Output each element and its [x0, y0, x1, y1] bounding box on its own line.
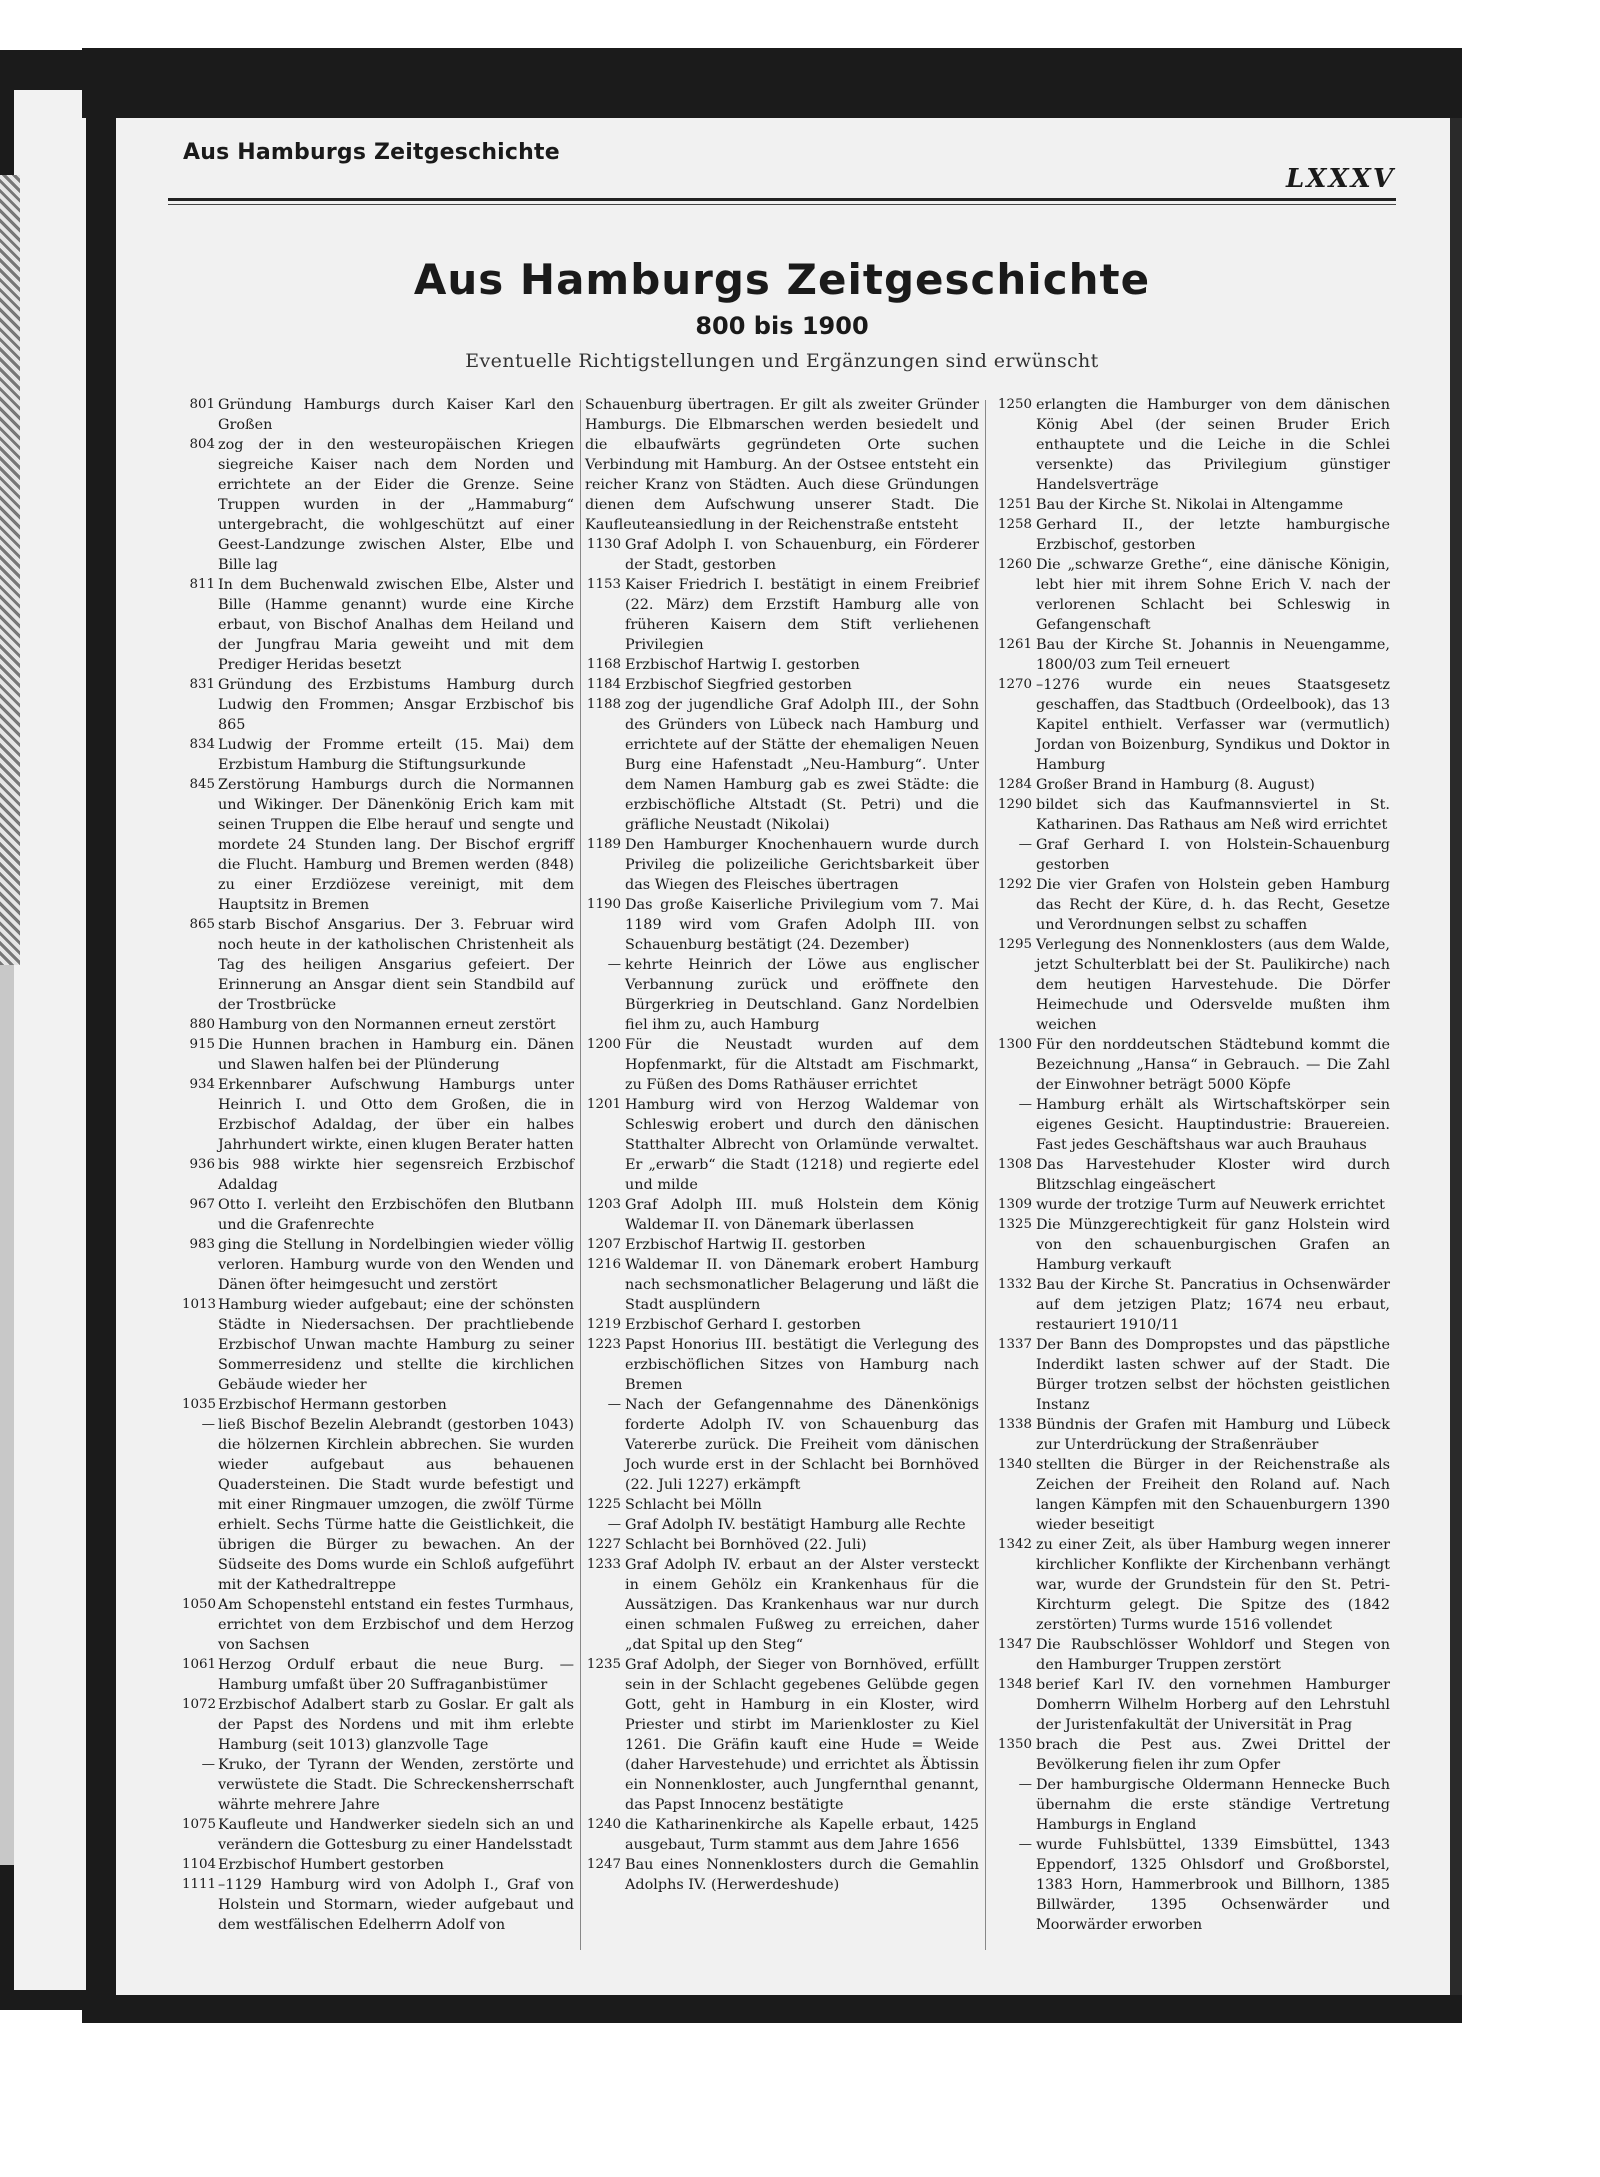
entry-text: Bau eines Nonnenklosters durch die Gemahlin Adolphs IV. (Herwerdeshude) [625, 1857, 979, 1893]
entry-year: 1260 [997, 557, 1032, 572]
entry-text: Hamburg wird von Herzog Waldemar von Schleswig erobert und durch den dänischen Statthalter Albrecht von Orlamünde verwaltet. Er „erwarb“ die Stadt (1218) und regierte edel und milde [625, 1097, 979, 1193]
entry-year: 1201 [586, 1097, 621, 1112]
entry-text: Verlegung des Nonnenklosters (aus dem Walde, jetzt Schulterblatt bei der St. Paulikirche) nach dem heutigen Harvestehude. Die Dörfer Heimechude und Odersvelde mußten ihm weichen [1036, 937, 1390, 1033]
chronology-entry [585, 1555, 979, 1655]
entry-year: 1292 [997, 877, 1032, 892]
entry-text: starb Bischof Ansgarius. Der 3. Februar wird noch heute in der katholischen Christenheit als Tag des heiligen Ansgarius gefeiert. Der Erinnerung an Ansgar dient sein Standbild auf der Trostbrücke [218, 917, 574, 1013]
chronology-entry [585, 1815, 979, 1855]
entry-year: — [607, 957, 621, 972]
entry-year: 1308 [997, 1157, 1032, 1172]
entry-year: 1223 [586, 1337, 621, 1352]
entry-year: 1216 [586, 1257, 621, 1272]
scan-border-right [1450, 118, 1462, 1998]
entry-text: kehrte Heinrich der Löwe aus englischer Verbannung zurück und eröffnete den Bürgerkrieg in Deutschland. Ganz Nordelbien fiel ihm zu, auch Hamburg [625, 957, 979, 1033]
scan-border-top [82, 48, 1462, 118]
entry-year: 1240 [586, 1817, 621, 1832]
chronology-entry [182, 775, 574, 915]
entry-text: Gründung des Erzbistums Hamburg durch Ludwig den Frommen; Ansgar Erzbischof bis 865 [218, 677, 574, 733]
chronology-entry [182, 1395, 574, 1415]
year-range: 800 bis 1900 [695, 312, 869, 340]
chronology-entry [182, 1855, 574, 1875]
chronology-entry [992, 795, 1390, 835]
entry-year: 1061 [182, 1657, 217, 1672]
chronology-entry [182, 395, 574, 435]
chronology-entry [182, 1295, 574, 1395]
chronology-entry [992, 1835, 1390, 1935]
chronology-entry [992, 1095, 1390, 1155]
entry-text: Gerhard II., der letzte hamburgische Erzbischof, gestorben [1036, 517, 1390, 553]
entry-year: 811 [189, 577, 215, 592]
entry-year: 1290 [997, 797, 1032, 812]
entry-year: 1325 [997, 1217, 1032, 1232]
entry-text: Bau der Kirche St. Pancratius in Ochsenwärder auf dem jetzigen Platz; 1674 neu erbaut, restauriert 1910/11 [1036, 1277, 1390, 1333]
entry-year: 1075 [182, 1817, 217, 1832]
entry-text: Graf Adolph IV. erbaut an der Alster versteckt in einem Gehölz ein Krankenhaus für die Aussätzigen. Das Krankenhaus war nur durch einen schmalen Fußweg zu erreichen, daher „dat Spital up den Steg“ [625, 1557, 979, 1653]
entry-year: 1300 [997, 1037, 1032, 1052]
chronology-entry [182, 1075, 574, 1155]
entry-text: Bündnis der Grafen mit Hamburg und Lübeck zur Unterdrückung der Straßenräuber [1036, 1417, 1390, 1453]
entry-year: 1153 [586, 577, 621, 592]
chronology-entry [182, 735, 574, 775]
chronology-entry [585, 1495, 979, 1515]
entry-year: 1347 [997, 1637, 1032, 1652]
entry-year: 1261 [997, 637, 1032, 652]
chronology-entry [182, 1595, 574, 1655]
chronology-entry [182, 1155, 574, 1195]
column-separator [985, 400, 986, 1950]
chronology-entry [182, 1815, 574, 1855]
entry-text: wurde der trotzige Turm auf Neuwerk errichtet [1036, 1197, 1385, 1213]
chronology-entry [182, 575, 574, 675]
chronology-entry [585, 1655, 979, 1815]
chronology-entry [182, 915, 574, 1015]
scan-border-bottom [82, 1995, 1462, 2023]
chronology-entry [585, 1315, 979, 1335]
entry-text: Graf Adolph I. von Schauenburg, ein Förderer der Stadt, gestorben [625, 537, 979, 573]
subtitle: Eventuelle Richtigstellungen und Ergänzungen sind erwünscht [465, 350, 1099, 372]
chronology-entry [182, 1695, 574, 1755]
chronology-entry [585, 1235, 979, 1255]
entry-text: Graf Adolph, der Sieger von Bornhöved, erfüllt sein in der Schlacht gegebenes Gelübde gegen Gott, geht in Hamburg in ein Kloster, wird Priester und stirbt im Marienkloster zu Kiel 1261. Die Gräfin kauft eine Hude = Weide (daher Harvestehude) und errichtet als Äbtissin ein Nonnenkloster, auch Jungfernthal genannt, das Papst Innocenz bestätigte [625, 1657, 979, 1813]
entry-year: 1207 [586, 1237, 621, 1252]
continued-entry-text: Schauenburg übertragen. Er gilt als zweiter Gründer Hamburgs. Die Elbmarschen werden besiedelt und die elbaufwärts gegründeten Orte suchen Verbindung mit Hamburg. An der Ostsee entsteht ein reicher Kranz von Städten. Auch diese Gründungen dienen dem Aufschwung unserer Stadt. Die Kaufleuteansiedlung in der Reichenstraße entsteht [585, 397, 979, 533]
entry-text: Erkennbarer Aufschwung Hamburgs unter Heinrich I. und Otto dem Großen, die in Erzbischof Adaldag, der über ein halbes Jahrhundert wirkte, einen klugen Berater hatten [218, 1077, 574, 1153]
entry-year: — [607, 1517, 621, 1532]
entry-year: 880 [189, 1017, 215, 1032]
entry-text: Schlacht bei Mölln [625, 1497, 762, 1513]
entry-text: Großer Brand in Hamburg (8. August) [1036, 777, 1315, 793]
entry-year: 1189 [586, 837, 621, 852]
entry-year: 1342 [997, 1537, 1032, 1552]
entry-year: 1350 [997, 1737, 1032, 1752]
entry-year: 915 [189, 1037, 215, 1052]
chronology-entry [182, 1195, 574, 1235]
chronology-entry [992, 1155, 1390, 1195]
entry-year: 1250 [997, 397, 1032, 412]
header-rule [168, 198, 1396, 201]
chronology-entry [585, 1255, 979, 1315]
entry-text: Die Hunnen brachen in Hamburg ein. Dänen und Slawen halfen bei der Plünderung [218, 1037, 574, 1073]
entry-text: Die „schwarze Grethe“, eine dänische Königin, lebt hier mit ihrem Sohne Erich V. nach der verlorenen Schlacht bei Schleswig in Gefangenschaft [1036, 557, 1390, 633]
entry-year: 801 [189, 397, 215, 412]
entry-text: Erzbischof Gerhard I. gestorben [625, 1317, 861, 1333]
entry-text: die Katharinenkirche als Kapelle erbaut, 1425 ausgebaut, Turm stammt aus dem Jahre 1656 [625, 1817, 979, 1853]
entry-text: Hamburg wieder aufgebaut; eine der schönsten Städte in Niedersachsen. Der prachtliebende Erzbischof Unwan machte Hamburg zu seiner Sommerresidenz und stellte die kirchlichen Gebäude wieder her [218, 1297, 574, 1393]
entry-year: 1235 [586, 1657, 621, 1672]
entry-text: Die vier Grafen von Holstein geben Hamburg das Recht der Küre, d. h. das Recht, Gesetze und Verordnungen selbst zu schaffen [1036, 877, 1390, 933]
entry-year: 845 [189, 777, 215, 792]
entry-year: 865 [189, 917, 215, 932]
entry-year: 1050 [182, 1597, 217, 1612]
entry-year: 1072 [182, 1697, 217, 1712]
entry-text: Graf Gerhard I. von Holstein-Schauenburg gestorben [1036, 837, 1390, 873]
entry-year: 1247 [586, 1857, 621, 1872]
chronology-entry [585, 895, 979, 955]
chronology-entry [182, 1035, 574, 1075]
column-3 [992, 395, 1390, 1935]
entry-year: 804 [189, 437, 215, 452]
entry-text: Otto I. verleiht den Erzbischöfen den Blutbann und die Grafenrechte [218, 1197, 574, 1233]
entry-text: Zerstörung Hamburgs durch die Normannen und Wikinger. Der Dänenkönig Erich kam mit seinen Truppen die Elbe herauf und sengte und mordete 24 Stunden lang. Der Bischof ergriff die Flucht. Hamburg und Bremen werden (848) zu einer Erzdiözese vereinigt, mit dem Hauptsitz in Bremen [218, 777, 574, 913]
entry-year: 1227 [586, 1537, 621, 1552]
entry-text: Das Harvestehuder Kloster wird durch Blitzschlag eingeäschert [1036, 1157, 1390, 1193]
entry-text: Hamburg erhält als Wirtschaftskörper sein eigenes Gesicht. Hauptindustrie: Brauereien. Fast jedes Geschäftshaus war auch Brauhaus [1036, 1097, 1390, 1153]
entry-text: Erzbischof Hermann gestorben [218, 1397, 447, 1413]
entry-year: 1219 [586, 1317, 621, 1332]
chronology-entry [182, 1875, 574, 1935]
entry-year: 1284 [997, 777, 1032, 792]
entry-year: 1013 [182, 1297, 217, 1312]
entry-text: Den Hamburger Knochenhauern wurde durch Privileg die polizeiliche Gerichtsbarkeit über das Wiegen des Fleisches übertragen [625, 837, 979, 893]
entry-year: 1130 [586, 537, 621, 552]
column-separator [580, 400, 581, 1950]
chronology-entry [585, 1515, 979, 1535]
entry-text: Papst Honorius III. bestätigt die Verlegung des erzbischöflichen Sitzes von Hamburg nach Bremen [625, 1337, 979, 1393]
chronology-entry [992, 875, 1390, 935]
page-title: Aus Hamburgs Zeitgeschichte [413, 255, 1151, 304]
entry-year: — [1018, 1097, 1032, 1112]
entry-text: Für die Neustadt wurden auf dem Hopfenmarkt, für die Altstadt am Fischmarkt, zu Füßen des Doms Rathäuser errichtet [625, 1037, 979, 1093]
entry-year: — [1018, 837, 1032, 852]
entry-year: 1111 [182, 1877, 217, 1892]
entry-year: — [1018, 1837, 1032, 1852]
adjacent-page-edge [14, 90, 86, 1990]
chronology-entry [992, 775, 1390, 795]
chronology-entry [992, 1675, 1390, 1735]
entry-text: zu einer Zeit, als über Hamburg wegen innerer kirchlicher Konflikte der Kirchenbann verhängt war, wurde der Grundstein für den St. Petri-Kirchturm gelegt. Die Spitze des (1842 zerstörten) Turms wurde 1516 vollendet [1036, 1537, 1390, 1633]
entry-year: 983 [189, 1237, 215, 1252]
entry-text: Herzog Ordulf erbaut die neue Burg. — Hamburg umfaßt über 20 Suffraganbistümer [218, 1657, 574, 1693]
chronology-entry [992, 1455, 1390, 1535]
chronology-entry [992, 555, 1390, 635]
running-title: Aus Hamburgs Zeitgeschichte [183, 140, 560, 165]
entry-text: ging die Stellung in Nordelbingien wieder völlig verloren. Hamburg wurde von den Wenden und Dänen öfter heimgesucht und zerstört [218, 1237, 574, 1293]
entry-text: Bau der Kirche St. Johannis in Neuengamme, 1800/03 zum Teil erneuert [1036, 637, 1390, 673]
entry-text: Die Münzgerechtigkeit für ganz Holstein wird von den schauenburgischen Grafen an Hamburg verkauft [1036, 1217, 1390, 1273]
entry-text: zog der in den westeuropäischen Kriegen siegreiche Kaiser nach dem Norden und errichtete an der Eider die Grenze. Seine Truppen wurden in der „Hammaburg“ untergebracht, die wohlgeschützt auf einer Geest-Landzunge zwischen Alster, Elbe und Bille lag [218, 437, 574, 573]
chronology-entry [992, 395, 1390, 495]
entry-text: Für den norddeutschen Städtebund kommt die Bezeichnung „Hansa“ in Gebrauch. — Die Zahl der Einwohner beträgt 5000 Köpfe [1036, 1037, 1390, 1093]
entry-year: 1104 [182, 1857, 217, 1872]
entry-text: zog der jugendliche Graf Adolph III., der Sohn des Gründers von Lübeck nach Hamburg und errichtete auf der Stätte der ehemaligen Neuen Burg eine Hafenstadt „Neu-Hamburg“. Unter dem Namen Hamburg gab es zwei Städte: die erzbischöfliche Altstadt (St. Petri) und die gräfliche Neustadt (Nikolai) [625, 697, 979, 833]
chronology-entry [585, 675, 979, 695]
chronology-entry [585, 575, 979, 655]
chronology-entry [992, 1535, 1390, 1635]
entry-text: Graf Adolph III. muß Holstein dem König Waldemar II. von Dänemark überlassen [625, 1197, 979, 1233]
chronology-entry [992, 515, 1390, 555]
entry-year: 1270 [997, 677, 1032, 692]
chronology-entry [182, 1015, 574, 1035]
chronology-entry [585, 955, 979, 1035]
chronology-entry [992, 495, 1390, 515]
entry-text: Erzbischof Adalbert starb zu Goslar. Er galt als der Papst des Nordens und mit ihm erlebte Hamburg (seit 1013) glanzvolle Tage [218, 1697, 574, 1753]
entry-year: 1035 [182, 1397, 217, 1412]
entry-text: Der Bann des Dompropstes und das päpstliche Inderdikt lasten schwer auf der Stadt. Die Bürger trotzen selbst der höchsten geistlichen Instanz [1036, 1337, 1390, 1413]
entry-text: Am Schopenstehl entstand ein festes Turmhaus, errichtet von dem Erzbischof und dem Herzog von Sachsen [218, 1597, 574, 1653]
entry-text: Schlacht bei Bornhöved (22. Juli) [625, 1537, 867, 1553]
chronology-entry [992, 1195, 1390, 1215]
chronology-entry [182, 1755, 574, 1815]
entry-text: ließ Bischof Bezelin Alebrandt (gestorben 1043) die hölzernen Kirchlein abbrechen. Sie wurden wieder aufgebaut aus behauenen Quadersteinen. Die Stadt wurde befestigt und mit einer Ringmauer umzogen, die zwölf Türme erhielt. Sechs Türme hatte die Geistlichkeit, die übrigen die Bürger zu bewachen. An der Südseite des Doms wurde ein Schloß aufgeführt mit der Kathedraltreppe [218, 1417, 574, 1593]
entry-year: — [1018, 1777, 1032, 1792]
entry-year: 1251 [997, 497, 1032, 512]
chronology-entry [585, 1095, 979, 1195]
entry-text: In dem Buchenwald zwischen Elbe, Alster und Bille (Hamme genannt) wurde eine Kirche erbaut, von Bischof Analhas dem Heiland und der Jungfrau Maria geweiht und mit dem Prediger Heridas besetzt [218, 577, 574, 673]
adjacent-page-margin [0, 965, 14, 1865]
entry-year: 1258 [997, 517, 1032, 532]
ornament-strip [0, 175, 20, 965]
entry-text: wurde Fuhlsbüttel, 1339 Eimsbüttel, 1343 Eppendorf, 1325 Ohlsdorf und Großborstel, 1383 Horn, Hammerbrook und Billhorn, 1385 Billwärder, 1395 Ochsenwärder und Moorwärder erworben [1036, 1837, 1390, 1933]
entry-text: Gründung Hamburgs durch Kaiser Karl den Großen [218, 397, 574, 433]
entry-text: Der hamburgische Oldermann Hennecke Buch übernahm die erste ständige Vertretung Hamburgs in England [1036, 1777, 1390, 1833]
chronology-entry [992, 935, 1390, 1035]
entry-year: — [201, 1417, 215, 1432]
entry-year: — [607, 1397, 621, 1412]
entry-year: 1190 [586, 897, 621, 912]
chronology-entry [992, 1735, 1390, 1775]
entry-text: Kaufleute und Handwerker siedeln sich an und verändern die Gottesburg zu einer Handelsstadt [218, 1817, 574, 1853]
entry-text: Erzbischof Hartwig I. gestorben [625, 657, 860, 673]
chronology-entry [585, 695, 979, 835]
entry-text: bis 988 wirkte hier segensreich Erzbischof Adaldag [218, 1157, 574, 1193]
chronology-entry [585, 1035, 979, 1095]
entry-year: 936 [189, 1157, 215, 1172]
entry-text: bildet sich das Kaufmannsviertel in St. Katharinen. Das Rathaus am Neß wird errichtet [1036, 797, 1390, 833]
chronology-entry [182, 675, 574, 735]
entry-text: Bau der Kirche St. Nikolai in Altengamme [1036, 497, 1344, 513]
chronology-entry [585, 1335, 979, 1395]
chronology-entry [992, 635, 1390, 675]
chronology-entry [992, 1215, 1390, 1275]
entry-year: 1338 [997, 1417, 1032, 1432]
entry-text: Graf Adolph IV. bestätigt Hamburg alle Rechte [625, 1517, 966, 1533]
entry-text: Kruko, der Tyrann der Wenden, zerstörte und verwüstete die Stadt. Die Schreckensherrschaft währte mehrere Jahre [218, 1757, 574, 1813]
entry-text: berief Karl IV. den vornehmen Hamburger Domherrn Wilhelm Horberg auf den Lehrstuhl der Juristenfakultät der Universität in Prag [1036, 1677, 1390, 1733]
entry-text: stellten die Bürger in der Reichenstraße als Zeichen der Freiheit den Roland auf. Nach langen Kämpfen mit den Schauenburgern 1390 wieder beseitigt [1036, 1457, 1390, 1533]
chronology-entry [992, 675, 1390, 775]
entry-text: Erzbischof Siegfried gestorben [625, 677, 852, 693]
entry-year: 1188 [586, 697, 621, 712]
chronology-entry [992, 1415, 1390, 1455]
chronology-entry [182, 1655, 574, 1695]
entry-year: 1337 [997, 1337, 1032, 1352]
entry-year: 1233 [586, 1557, 621, 1572]
chronology-entry [992, 1335, 1390, 1415]
entry-text: Das große Kaiserliche Privilegium vom 7. Mai 1189 wird vom Grafen Adolph III. von Schauenburg bestätigt (24. Dezember) [625, 897, 979, 953]
entry-year: 967 [189, 1197, 215, 1212]
entry-year: 1168 [586, 657, 621, 672]
entry-year: 1340 [997, 1457, 1032, 1472]
chronology-entry [585, 655, 979, 675]
entry-text: Waldemar II. von Dänemark erobert Hamburg nach sechsmonatlicher Belagerung und läßt die Stadt ausplündern [625, 1257, 979, 1313]
column-2 [585, 395, 979, 1895]
chronology-entry [992, 1635, 1390, 1675]
chronology-entry [182, 1235, 574, 1295]
entry-year: 1203 [586, 1197, 621, 1212]
entry-year: 1295 [997, 937, 1032, 952]
entry-text: Hamburg von den Normannen erneut zerstört [218, 1017, 556, 1033]
header-rule-thin [168, 204, 1396, 205]
chronology-entry [585, 1395, 979, 1495]
entry-text: –1129 Hamburg wird von Adolph I., Graf von Holstein und Stormarn, wieder aufgebaut und dem westfälischen Edelherrn Adolf von [218, 1877, 574, 1933]
entry-text: Kaiser Friedrich I. bestätigt in einem Freibrief (22. März) dem Erzstift Hamburg alle von früheren Kaisern dem Stift verliehenen Privilegien [625, 577, 979, 653]
entry-text: Erzbischof Hartwig II. gestorben [625, 1237, 866, 1253]
entry-year: 1332 [997, 1277, 1032, 1292]
chronology-entry [992, 835, 1390, 875]
entry-year: 1200 [586, 1037, 621, 1052]
entry-text: erlangten die Hamburger von dem dänischen König Abel (der seinen Bruder Erich enthauptete und die Leiche in die Schlei versenkte) das Privilegium günstiger Handelsverträge [1036, 397, 1390, 493]
entry-year: 834 [189, 737, 215, 752]
page-number: LXXXV [1286, 164, 1395, 194]
chronology-entry [992, 1775, 1390, 1835]
chronology-entry [992, 1035, 1390, 1095]
chronology-entry [182, 435, 574, 575]
chronology-entry [585, 835, 979, 895]
entry-year: 934 [189, 1077, 215, 1092]
entry-year: 831 [189, 677, 215, 692]
entry-year: 1309 [997, 1197, 1032, 1212]
entry-text: Die Raubschlösser Wohldorf und Stegen von den Hamburger Truppen zerstört [1036, 1637, 1390, 1673]
entry-text: brach die Pest aus. Zwei Drittel der Bevölkerung fielen ihr zum Opfer [1036, 1737, 1390, 1773]
entry-year: 1184 [586, 677, 621, 692]
entry-text: –1276 wurde ein neues Staatsgesetz geschaffen, das Stadtbuch (Ordeelbook), das 13 Kapitel enthielt. Verfasser war (vermutlich) Jordan von Boizenburg, Syndikus und Doktor in Hamburg [1036, 677, 1390, 773]
entry-text: Nach der Gefangennahme des Dänenkönigs forderte Adolph IV. von Schauenburg das Vatererbe zurück. Die Freiheit vom dänischen Joch wurde erst in der Schlacht bei Bornhöved (22. Juli 1227) erkämpft [625, 1397, 979, 1493]
entry-year: — [201, 1757, 215, 1772]
chronology-entry [182, 1415, 574, 1595]
chronology-entry [585, 535, 979, 575]
chronology-entry [992, 1275, 1390, 1335]
column-1 [182, 395, 574, 1935]
entry-year: 1348 [997, 1677, 1032, 1692]
chronology-entry [585, 1535, 979, 1555]
entry-text: Ludwig der Fromme erteilt (15. Mai) dem Erzbistum Hamburg die Stiftungsurkunde [218, 737, 574, 773]
chronology-entry [585, 1855, 979, 1895]
entry-year: 1225 [586, 1497, 621, 1512]
chronology-entry [585, 1195, 979, 1235]
entry-text: Erzbischof Humbert gestorben [218, 1857, 444, 1873]
